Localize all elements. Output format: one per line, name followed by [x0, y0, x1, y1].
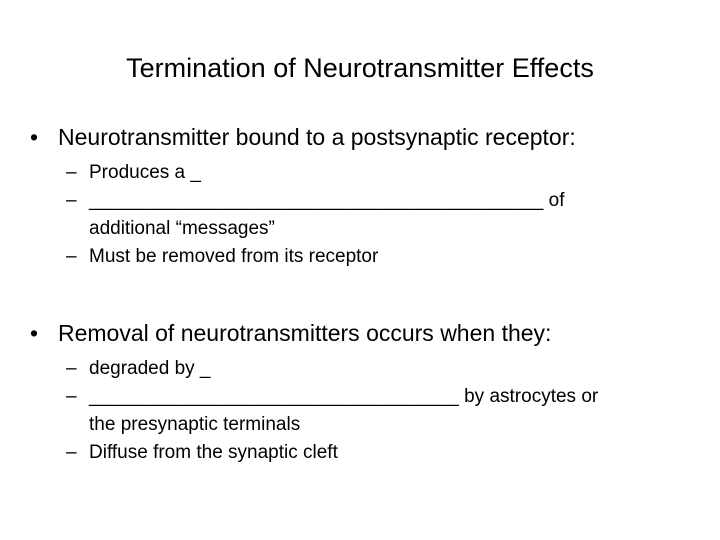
bullet-dot: • — [30, 124, 39, 150]
sub-item-continuation: additional “messages” — [89, 218, 275, 239]
dash-marker: – — [66, 386, 77, 407]
sub-item: – ___________________________________ by astrocytes or — [66, 383, 686, 411]
dash-marker: – — [66, 190, 77, 211]
sub-item: – Must be removed from its receptor — [66, 243, 686, 271]
slide-title: Termination of Neurotransmitter Effects — [126, 53, 594, 83]
sub-item: – degraded by _ — [66, 355, 686, 383]
sub-list-2 — [66, 355, 686, 467]
bullet-1-text: Neurotransmitter bound to a postsynaptic receptor: — [58, 124, 576, 150]
dash-marker: – — [66, 162, 77, 183]
dash-marker: – — [66, 246, 77, 267]
bullet-2-text: Removal of neurotransmitters occurs when they: — [58, 320, 552, 346]
sub-item: – ___________________________________________ of — [66, 187, 686, 215]
sub-list-1 — [66, 159, 686, 271]
bullet-dot: • — [30, 320, 39, 346]
sub-item-continuation: the presynaptic terminals — [89, 414, 301, 435]
bullet-1 — [30, 123, 576, 151]
dash-marker: – — [66, 442, 77, 463]
sub-item: – Produces a _ — [66, 159, 686, 187]
sub-item: – Diffuse from the synaptic cleft — [66, 439, 686, 467]
bullet-2 — [30, 319, 551, 347]
dash-marker: – — [66, 358, 77, 379]
